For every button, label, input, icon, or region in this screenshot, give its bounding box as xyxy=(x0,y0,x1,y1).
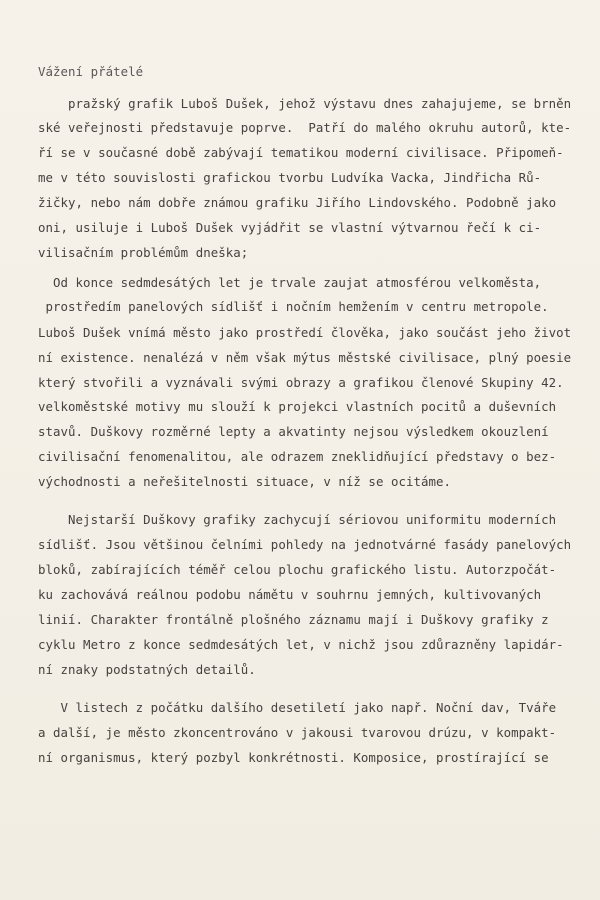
text-line: civilisační fenomenalitou, ale odrazem zneklidňující představy o bez- xyxy=(38,449,557,464)
text-line: vilisačním problémům dneška; xyxy=(38,245,249,260)
text-line: velkoměstské motivy mu slouží k projekci vlastních pocitů a duševních xyxy=(38,399,557,414)
text-line: prostředím panelových sídlišť i nočním hemžením v centru metropole. xyxy=(38,299,549,314)
text-line: ské veřejnosti představuje poprve. Patří do malého okruhu autorů, kte- xyxy=(38,120,572,135)
text-line: ku zachovává reálnou podobu námětu v souhrnu jemných, kultivovaných xyxy=(38,587,542,602)
text-line: bloků, zabírajících téměř celou plochu grafického listu. Autorzpočát- xyxy=(38,562,557,577)
text-line: linií. Charakter frontálně plošného záznamu mají i Duškovy grafiky z xyxy=(38,612,549,627)
text-line: ní znaky podstatných detailů. xyxy=(38,662,256,677)
text-line: pražský grafik Luboš Dušek, jehož výstavu dnes zahajujeme, se brněn xyxy=(38,96,572,111)
text-line: ří se v současné době zabývají tematikou moderní civilisace. Připomeň- xyxy=(38,145,564,160)
text-line: ní organismus, který pozbyl konkrétnosti. Komposice, prostírající se xyxy=(38,750,549,765)
text-line: sídlišť. Jsou většinou čelními pohledy na jednotvárné fasády panelových xyxy=(38,537,572,552)
text-line: žičky, nebo nám dobře známou grafiku Jiřího Lindovského. Podobně jako xyxy=(38,195,557,210)
text-line: a další, je město zkoncentrováno v jakousi tvarovou drúzu, v kompakt- xyxy=(38,725,557,740)
text-line: Luboš Dušek vnímá město jako prostředí člověka, jako součást jeho život xyxy=(38,325,572,340)
text-line: me v této souvislosti grafickou tvorbu Ludvíka Vacka, Jindřicha Rů- xyxy=(38,170,542,185)
text-line: stavů. Duškovy rozměrné lepty a akvatinty nejsou výsledkem okouzlení xyxy=(38,424,549,439)
text-line: oni, usiluje i Luboš Dušek vyjádřit se vlastní výtvarnou řečí k ci- xyxy=(38,220,542,235)
text-line: cyklu Metro z konce sedmdesátých let, v nichž jsou zdůrazněny lapidár- xyxy=(38,637,564,652)
text-line: Nejstarší Duškovy grafiky zachycují sériovou uniformitu moderních xyxy=(38,512,557,527)
salutation: Vážení přátelé xyxy=(38,64,144,79)
text-line: východnosti a neřešitelnosti situace, v níž se ocitáme. xyxy=(38,474,452,489)
text-line: ní existence. nenalézá v něm však mýtus městské civilisace, plný poesie xyxy=(38,350,572,365)
text-line: V listech z počátku dalšího desetiletí jako např. Noční dav, Tváře xyxy=(38,700,557,715)
text-line: Od konce sedmdesátých let je trvale zaujat atmosférou velkoměsta, xyxy=(38,275,542,290)
text-line: který stvořili a vyznávali svými obrazy a grafikou členové Skupiny 42. xyxy=(38,375,564,390)
